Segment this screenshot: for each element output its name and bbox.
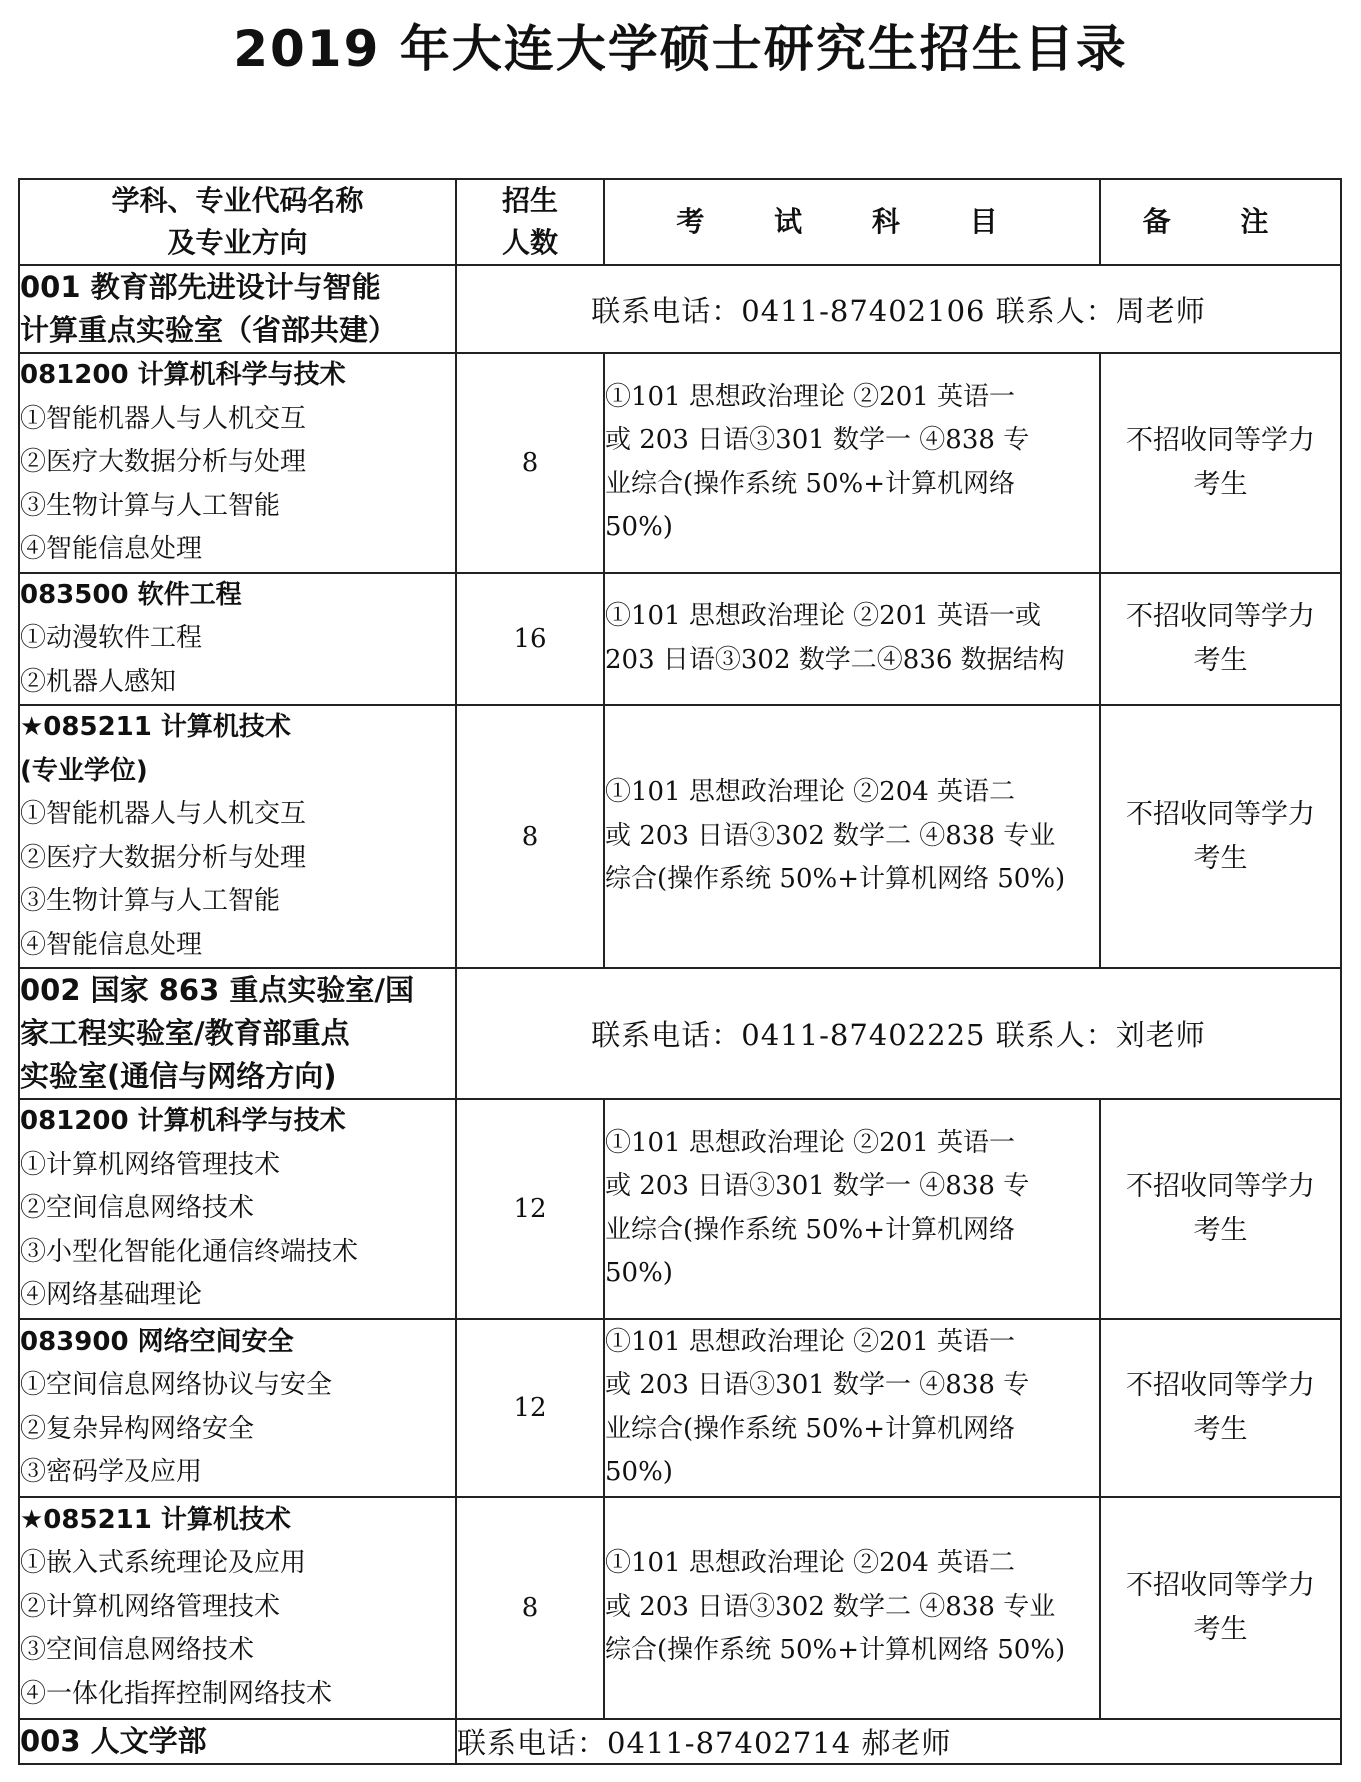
major-direction: ①智能机器人与人机交互 (20, 799, 307, 829)
exam-subjects: ①101 思想政治理论 ②201 英语一 或 203 日语③301 数学一 ④838 专 业综合(操作系统 50%+计算机网络 50%) (604, 1319, 1100, 1497)
major-info (19, 353, 456, 573)
exam-subjects: ①101 思想政治理论 ②201 英语一或 203 日语③302 数学二④836 数据结构 (604, 573, 1100, 706)
major-info (19, 1099, 456, 1319)
major-title: ★085211 计算机技术 (20, 712, 291, 742)
major-direction: ③生物计算与人工智能 (20, 490, 281, 521)
enrollment-catalog-table (18, 178, 1342, 1765)
major-direction: ①智能机器人与人机交互 (20, 403, 307, 434)
exam-subjects: ①101 思想政治理论 ②204 英语二 或 203 日语③302 数学二 ④838 专业 综合(操作系统 50%+计算机网络 50%) (604, 1497, 1100, 1719)
major-info (19, 1497, 456, 1719)
enrollment-count: 12 (456, 1099, 604, 1319)
major-title: 083500 软件工程 (20, 579, 242, 610)
exam-subjects: ①101 思想政治理论 ②204 英语二 或 203 日语③302 数学二 ④838 专业 综合(操作系统 50%+计算机网络 50%) (604, 705, 1100, 968)
major-direction: ②空间信息网络技术 (20, 1193, 255, 1223)
major-direction: ①计算机网络管理技术 (20, 1149, 281, 1180)
major-direction: ③空间信息网络技术 (20, 1635, 255, 1666)
major-row (19, 1319, 1341, 1497)
major-info (19, 705, 456, 968)
remarks: 不招收同等学力 考生 (1100, 705, 1341, 968)
remarks: 不招收同等学力 考生 (1100, 573, 1341, 706)
major-direction: ②复杂异构网络安全 (20, 1413, 255, 1444)
department-contact: 联系电话：0411-87402225 联系人：刘老师 (456, 968, 1341, 1099)
major-row (19, 1099, 1341, 1319)
major-title: ★085211 计算机技术 (20, 1504, 291, 1535)
major-direction: ④一体化指挥控制网络技术 (20, 1678, 333, 1709)
major-title: 081200 计算机科学与技术 (20, 1106, 346, 1136)
table-header-row (19, 179, 1341, 265)
major-info (19, 1319, 456, 1497)
major-direction: ③密码学及应用 (20, 1457, 203, 1487)
department-contact: 联系电话：0411-87402714 郝老师 (456, 1719, 1341, 1764)
major-direction: ②医疗大数据分析与处理 (20, 842, 307, 873)
major-row (19, 353, 1341, 573)
major-info (19, 573, 456, 706)
major-direction: ④智能信息处理 (20, 534, 203, 564)
department-row (19, 968, 1341, 1099)
enrollment-count: 8 (456, 353, 604, 573)
major-direction: ②医疗大数据分析与处理 (20, 447, 307, 477)
header-count-column: 招生 人数 (456, 179, 604, 265)
major-direction: ③生物计算与人工智能 (20, 886, 281, 916)
enrollment-count: 8 (456, 1497, 604, 1719)
department-row (19, 1719, 1341, 1764)
department-name: 002 国家 863 重点实验室/国 家工程实验室/教育部重点 实验室(通信与网络方向) (19, 968, 456, 1099)
header-major-column: 学科、专业代码名称 及专业方向 (19, 179, 456, 265)
major-row (19, 705, 1341, 968)
exam-subjects: ①101 思想政治理论 ②201 英语一 或 203 日语③301 数学一 ④838 专 业综合(操作系统 50%+计算机网络 50%) (604, 353, 1100, 573)
department-row (19, 265, 1341, 353)
major-direction: ①动漫软件工程 (20, 623, 203, 653)
department-name: 003 人文学部 (19, 1719, 456, 1764)
enrollment-count: 8 (456, 705, 604, 968)
major-direction: ②机器人感知 (20, 666, 177, 697)
header-note-column: 备 注 (1100, 179, 1341, 265)
major-direction: ①嵌入式系统理论及应用 (20, 1548, 307, 1579)
page-title: 2019 年大连大学硕士研究生招生目录 (233, 20, 1128, 78)
major-title-line2: (专业学位) (20, 755, 148, 786)
major-direction: ②计算机网络管理技术 (20, 1591, 281, 1622)
enrollment-count: 12 (456, 1319, 604, 1497)
major-direction: ①空间信息网络协议与安全 (20, 1370, 333, 1400)
major-direction: ③小型化智能化通信终端技术 (20, 1236, 359, 1267)
remarks: 不招收同等学力 考生 (1100, 1319, 1341, 1497)
major-direction: ④网络基础理论 (20, 1280, 203, 1310)
remarks: 不招收同等学力 考生 (1100, 1099, 1341, 1319)
remarks: 不招收同等学力 考生 (1100, 1497, 1341, 1719)
major-direction: ④智能信息处理 (20, 929, 203, 960)
major-row (19, 573, 1341, 706)
major-row (19, 1497, 1341, 1719)
enrollment-count: 16 (456, 573, 604, 706)
department-contact: 联系电话：0411-87402106 联系人：周老师 (456, 265, 1341, 353)
major-title: 083900 网络空间安全 (20, 1326, 294, 1357)
major-title: 081200 计算机科学与技术 (20, 360, 346, 390)
remarks: 不招收同等学力 考生 (1100, 353, 1341, 573)
header-exam-column: 考 试 科 目 (604, 179, 1100, 265)
exam-subjects: ①101 思想政治理论 ②201 英语一 或 203 日语③301 数学一 ④838 专 业综合(操作系统 50%+计算机网络 50%) (604, 1099, 1100, 1319)
department-name: 001 教育部先进设计与智能 计算重点实验室（省部共建） (19, 265, 456, 353)
